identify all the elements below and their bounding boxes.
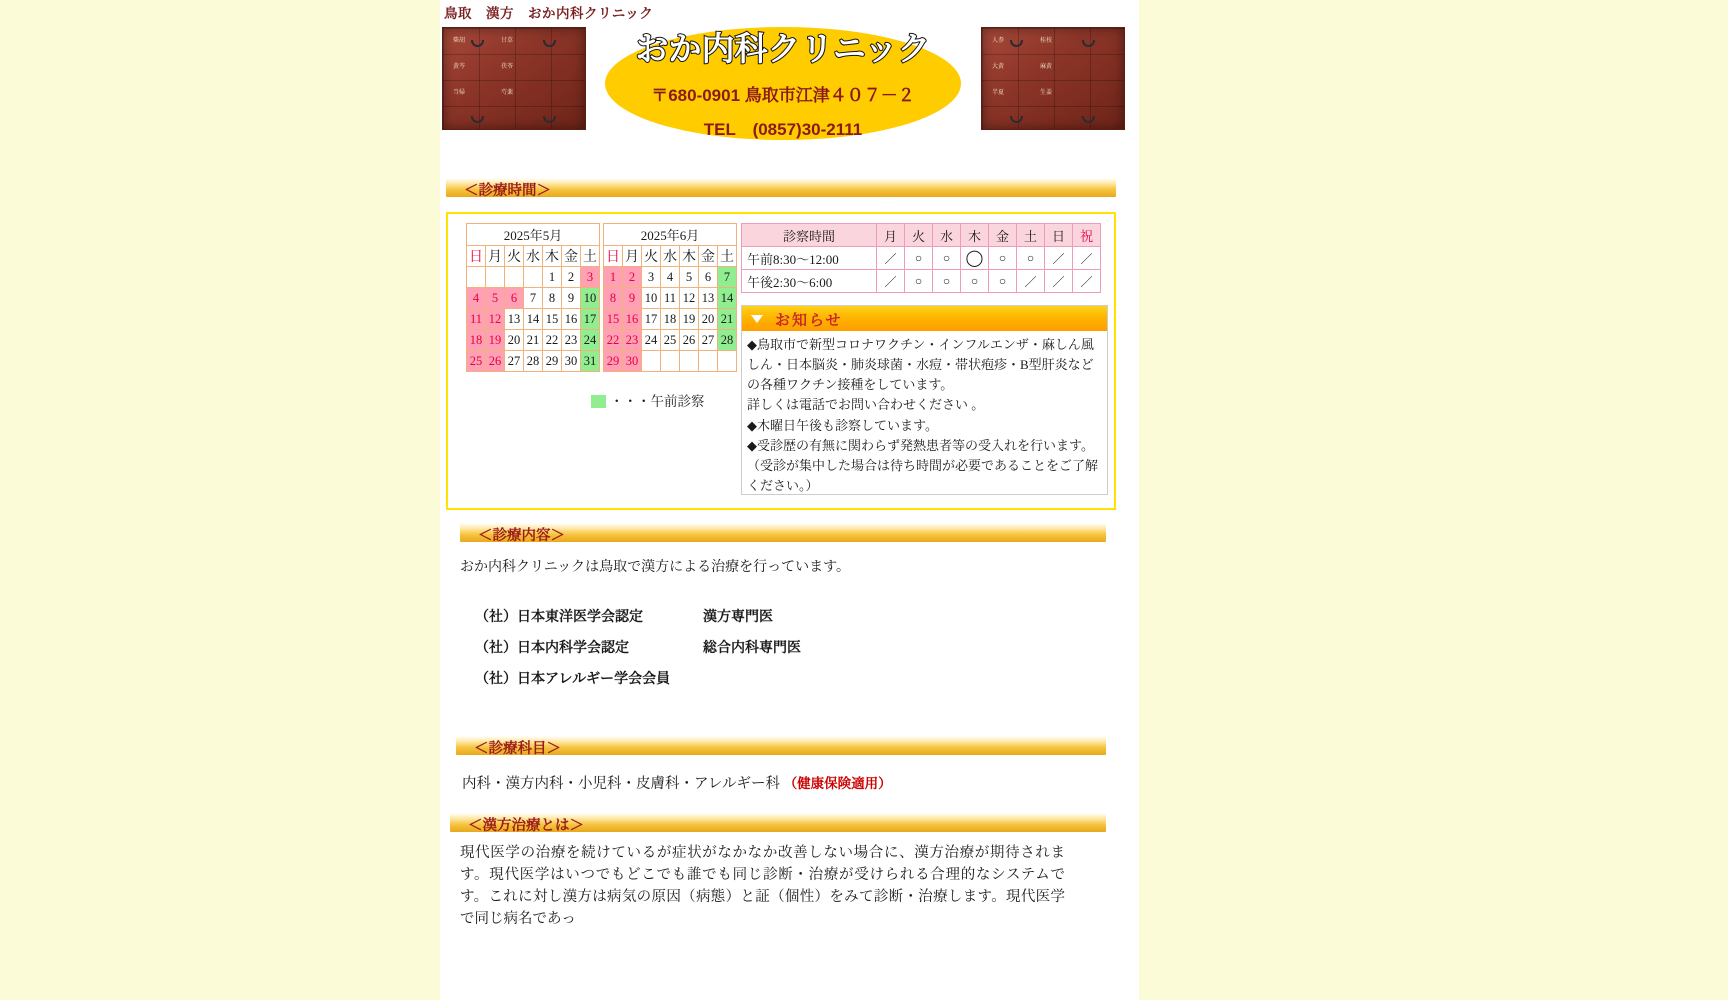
calendar-empty-cell: [524, 267, 543, 288]
calendar-day-cell: 31: [581, 351, 600, 372]
calendar-day-cell: 2: [623, 267, 642, 288]
calendar-day-cell: 28: [718, 330, 737, 351]
calendar-weekday-木: 木: [680, 246, 699, 267]
calendar-day-cell: 3: [642, 267, 661, 288]
calendar-weekday-土: 土: [718, 246, 737, 267]
herb-cabinet-photo-left: 柴胡 甘草 黄芩 茯苓 当帰 芍薬: [442, 27, 586, 130]
calendar-day-cell: 25: [661, 330, 680, 351]
calendar-day-cell: 6: [699, 267, 718, 288]
calendar-weekday-金: 金: [562, 246, 581, 267]
departments-line: [462, 772, 892, 793]
calendar-day-cell: 12: [486, 309, 505, 330]
hours-header-row: [742, 224, 1101, 247]
clinic-name: おか内科クリニック: [635, 29, 931, 68]
left-gutter: [0, 0, 440, 1000]
clinic-address: 〒680-0901 鳥取市江津４０７－２: [651, 86, 915, 105]
calendar-empty-cell: [661, 351, 680, 372]
notice-body: [742, 331, 1107, 496]
section-heading-hours: ＜診療時間＞: [464, 183, 551, 199]
calendar-empty-cell: [486, 267, 505, 288]
hours-mark-cell: ／: [1073, 247, 1101, 270]
legend-green-swatch: [591, 395, 606, 408]
calendar-day-cell: 6: [505, 288, 524, 309]
calendar-day-cell: 9: [623, 288, 642, 309]
section-heading-kampo: ＜漢方治療とは＞: [468, 818, 584, 834]
calendar-weekday-火: 火: [505, 246, 524, 267]
hours-mark-cell: ／: [1045, 247, 1073, 270]
calendar-day-cell: 20: [505, 330, 524, 351]
calendar-day-cell: 9: [562, 288, 581, 309]
hours-header-time: 診察時間: [742, 224, 877, 247]
calendar-day-cell: 10: [581, 288, 600, 309]
clinic-telephone: TEL (0857)30-2111: [703, 120, 863, 139]
calendar-day-cell: 13: [505, 309, 524, 330]
insurance-note: （健康保険適用）: [783, 776, 892, 791]
calendar-day-cell: 20: [699, 309, 718, 330]
calendar-day-cell: 21: [718, 309, 737, 330]
hours-row: [742, 270, 1101, 293]
hours-header-金: 金: [989, 224, 1017, 247]
calendar-empty-cell: [467, 267, 486, 288]
hours-mark-cell: ／: [1045, 270, 1073, 293]
calendar-empty-cell: [642, 351, 661, 372]
calendar-week-row: [604, 288, 737, 309]
calendar-weekday-火: 火: [642, 246, 661, 267]
calendar-day-cell: 5: [680, 267, 699, 288]
hours-header-火: 火: [905, 224, 933, 247]
certification-qual-0: 漢方専門医: [703, 608, 773, 624]
hours-table-head: [742, 224, 1101, 247]
calendar-day-cell: 4: [661, 267, 680, 288]
calendar-caption-row: [604, 224, 737, 246]
calendar-day-cell: 11: [661, 288, 680, 309]
calendar-week-row: [467, 309, 600, 330]
calendar-day-cell: 16: [623, 309, 642, 330]
notice-line: ◆鳥取市で新型コロナワクチン・インフルエンザ・麻しん風しん・日本脳炎・肺炎球菌・水痘・帯状疱疹・B型肝炎などの各種ワクチン接種をしています。: [747, 337, 1094, 393]
calendar-weekday-row: [467, 246, 600, 267]
calendar-weekday-水: 水: [524, 246, 543, 267]
calendar-empty-cell: [699, 351, 718, 372]
hours-mark-cell: ○: [989, 270, 1017, 293]
calendar-day-cell: 7: [524, 288, 543, 309]
notice-title: お知らせ: [775, 312, 843, 329]
hours-row: [742, 247, 1101, 270]
calendar-day-cell: 24: [581, 330, 600, 351]
content-intro-text: おか内科クリニックは鳥取で漢方による治療を行っています。: [460, 560, 851, 575]
calendar-day-cell: 14: [718, 288, 737, 309]
calendar-day-cell: 26: [486, 351, 505, 372]
herb-cabinet-photo-right: 人参 桂枝 大黄 麻黄 半夏 生姜: [981, 27, 1125, 130]
calendar-june: [603, 223, 737, 372]
calendar-week-row: [604, 330, 737, 351]
calendar-day-cell: 19: [486, 330, 505, 351]
calendar-day-cell: 15: [543, 309, 562, 330]
calendar-weekday-月: 月: [623, 246, 642, 267]
calendar-day-cell: 27: [699, 330, 718, 351]
calendar-empty-cell: [718, 351, 737, 372]
calendar-day-cell: 27: [505, 351, 524, 372]
calendar-weekday-日: 日: [467, 246, 486, 267]
calendar-day-cell: 30: [623, 351, 642, 372]
calendar-day-cell: 8: [543, 288, 562, 309]
calendar-day-cell: 4: [467, 288, 486, 309]
calendar-may: [466, 223, 600, 372]
calendar-empty-cell: [505, 267, 524, 288]
notice-line: 詳しくは電話でお問い合わせください 。: [747, 397, 985, 413]
hours-mark-cell: ○: [1017, 247, 1045, 270]
triangle-down-icon: [751, 315, 763, 323]
hours-mark-cell: ／: [1017, 270, 1045, 293]
calendar-day-cell: 2: [562, 267, 581, 288]
certification-row-1: [475, 637, 801, 657]
calendar-day-cell: 14: [524, 309, 543, 330]
calendar-day-cell: 13: [699, 288, 718, 309]
calendar-weekday-木: 木: [543, 246, 562, 267]
calendar-day-cell: 23: [562, 330, 581, 351]
hours-mark-cell: ○: [961, 270, 989, 293]
calendar-day-cell: 5: [486, 288, 505, 309]
calendar-day-cell: 22: [543, 330, 562, 351]
calendar-day-cell: 30: [562, 351, 581, 372]
hours-mark-cell: ／: [877, 270, 905, 293]
calendar-week-row: [467, 267, 600, 288]
hours-header-木: 木: [961, 224, 989, 247]
section-bar-content: [460, 523, 1106, 542]
calendar-day-cell: 23: [623, 330, 642, 351]
calendar-week-row: [467, 351, 600, 372]
notice-line: （受診が集中した場合は待ち時間が必要であることをご了解ください。）: [747, 457, 1099, 493]
departments-list: 内科・漢方内科・小児科・皮膚科・アレルギー科: [462, 776, 781, 792]
calendar-title: 2025年5月: [467, 224, 600, 246]
calendar-week-row: [604, 351, 737, 372]
calendar-caption-row: [467, 224, 600, 246]
notice-line: ◆受診歴の有無に関わらず発熱患者等の受入れを行います。: [747, 437, 1094, 453]
calendar-day-cell: 29: [543, 351, 562, 372]
notice-line: ◆木曜日午後も診察しています。: [747, 417, 938, 433]
site-title: 鳥取 漢方 おか内科クリニック: [444, 6, 654, 21]
hours-header-祝: 祝: [1073, 224, 1101, 247]
calendar-day-cell: 17: [642, 309, 661, 330]
calendar-week-row: [604, 309, 737, 330]
content-column: [440, 0, 1139, 1000]
calendar-day-cell: 28: [524, 351, 543, 372]
calendar-day-cell: 24: [642, 330, 661, 351]
notice-header[interactable]: [742, 306, 1107, 331]
certification-org-0: （社）日本東洋医学会認定: [475, 608, 643, 624]
section-bar-hours: [446, 178, 1116, 197]
calendar-day-cell: 10: [642, 288, 661, 309]
hours-header-水: 水: [933, 224, 961, 247]
header-banner: [440, 27, 1139, 140]
notice-panel: [741, 305, 1108, 495]
calendar-day-cell: 18: [467, 330, 486, 351]
hours-mark-cell: ／: [1073, 270, 1101, 293]
calendar-title: 2025年6月: [604, 224, 737, 246]
calendar-day-cell: 26: [680, 330, 699, 351]
hours-mark-cell: ○: [989, 247, 1017, 270]
hours-time-label: 午後2:30～6:00: [742, 270, 877, 293]
section-bar-departments: [456, 736, 1106, 755]
calendar-week-row: [467, 330, 600, 351]
hours-mark-cell: ○: [905, 247, 933, 270]
calendar-weekday-日: 日: [604, 246, 623, 267]
calendar-day-cell: 3: [581, 267, 600, 288]
calendar-may-body: [467, 224, 600, 372]
calendar-day-cell: 22: [604, 330, 623, 351]
calendar-day-cell: 19: [680, 309, 699, 330]
hours-header-土: 土: [1017, 224, 1045, 247]
certification-row-0: [475, 606, 773, 626]
calendar-weekday-月: 月: [486, 246, 505, 267]
calendar-weekday-row: [604, 246, 737, 267]
hours-mark-cell: ／: [877, 247, 905, 270]
consultation-hours-table: [741, 223, 1101, 293]
calendar-weekday-土: 土: [581, 246, 600, 267]
calendar-day-cell: 8: [604, 288, 623, 309]
calendar-day-cell: 11: [467, 309, 486, 330]
certification-org-2: （社）日本アレルギー学会会員: [475, 670, 671, 686]
calendar-day-cell: 25: [467, 351, 486, 372]
certification-row-2: [475, 668, 670, 688]
hours-mark-cell: ◯: [961, 247, 989, 270]
hours-table-body: [742, 247, 1101, 293]
calendar-legend: [591, 390, 705, 410]
hours-header-月: 月: [877, 224, 905, 247]
calendar-week-row: [604, 267, 737, 288]
hours-mark-cell: ○: [905, 270, 933, 293]
calendar-weekday-金: 金: [699, 246, 718, 267]
calendar-day-cell: 18: [661, 309, 680, 330]
right-gutter: [1139, 0, 1728, 1000]
hours-mark-cell: ○: [933, 270, 961, 293]
calendar-june-body: [604, 224, 737, 372]
certification-qual-1: 総合内科専門医: [703, 639, 801, 655]
section-bar-kampo: [450, 813, 1106, 832]
legend-text: ・・・午前診察: [610, 394, 705, 409]
hours-header-日: 日: [1045, 224, 1073, 247]
calendar-day-cell: 12: [680, 288, 699, 309]
calendar-day-cell: 1: [543, 267, 562, 288]
calendar-day-cell: 21: [524, 330, 543, 351]
kampo-paragraph: 現代医学の治療を続けているが症状がなかなか改善しない場合に、漢方治療が期待されます。現代医学はいつでもどこでも誰でも同じ診断・治療が受けられる合理的なシステムです。これに対し漢方は病気の原因（病態）と証（個性）をみて診断・治療します。現代医学で同じ病名であっ: [460, 845, 1065, 928]
calendar-day-cell: 17: [581, 309, 600, 330]
calendar-weekday-水: 水: [661, 246, 680, 267]
calendar-week-row: [467, 288, 600, 309]
calendar-day-cell: 15: [604, 309, 623, 330]
calendar-empty-cell: [680, 351, 699, 372]
calendar-day-cell: 16: [562, 309, 581, 330]
calendar-day-cell: 29: [604, 351, 623, 372]
section-heading-content: ＜診療内容＞: [478, 528, 565, 544]
certification-org-1: （社）日本内科学会認定: [475, 639, 629, 655]
hours-time-label: 午前8:30～12:00: [742, 247, 877, 270]
calendar-day-cell: 1: [604, 267, 623, 288]
hours-mark-cell: ○: [933, 247, 961, 270]
schedule-box: [446, 212, 1116, 510]
calendar-day-cell: 7: [718, 267, 737, 288]
section-heading-departments: ＜診療科目＞: [474, 741, 561, 757]
